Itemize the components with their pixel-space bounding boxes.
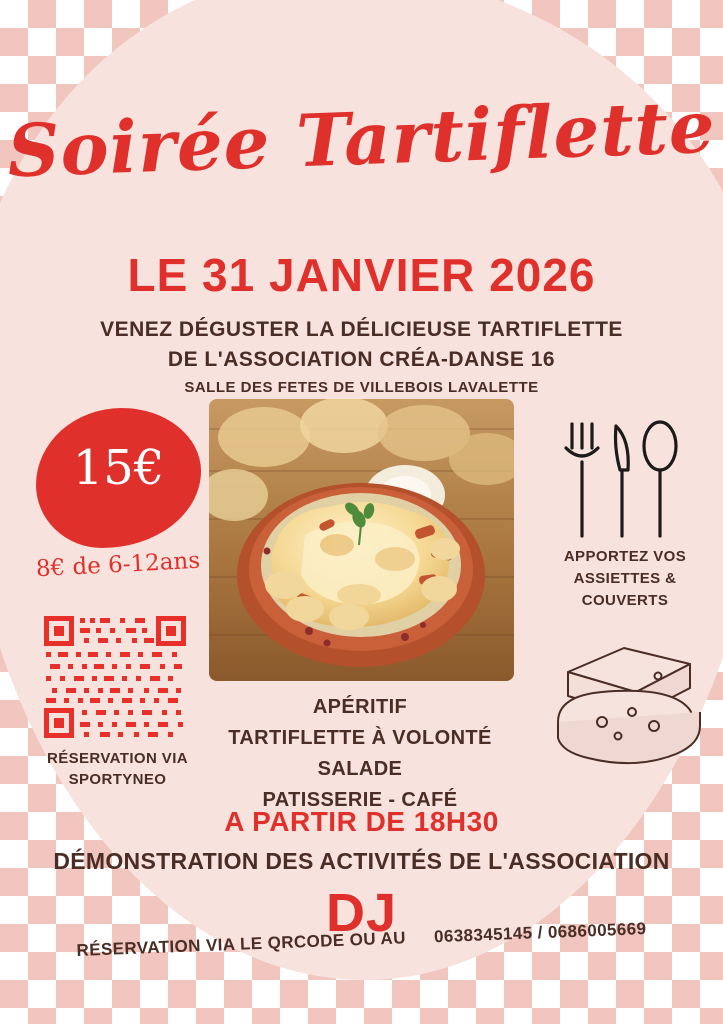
cutlery-icon	[556, 418, 686, 543]
demonstration-text: DÉMONSTRATION DES ACTIVITÉS DE L'ASSOCIATION	[53, 848, 670, 874]
subtitle-line-2: DE L'ASSOCIATION CRÉA-DANSE 16	[167, 348, 556, 371]
price-amount: 15€	[72, 440, 165, 496]
start-time: A PARTIR DE 18H30	[224, 806, 499, 837]
dj-text: DJ	[325, 883, 398, 943]
menu-item: TARTIFLETTE À VOLONTÉ	[228, 727, 492, 749]
footer-phones: 0638345145 / 0686005669	[433, 919, 647, 947]
cheese-illustration	[540, 630, 705, 770]
menu-list	[190, 692, 530, 816]
footer-label: RÉSERVATION VIA LE QRCODE OU AU	[76, 928, 407, 960]
venue-text: SALLE DES FETES DE VILLEBOIS LAVALETTE	[184, 379, 539, 396]
event-date: LE 31 JANVIER 2026	[127, 249, 596, 301]
menu-item: APÉRITIF	[312, 696, 408, 718]
page-title: Soirée Tartiflette	[6, 83, 717, 194]
menu-item: SALADE	[317, 758, 403, 780]
tartiflette-photo	[209, 399, 514, 681]
bring-your-own-note: APPORTEZ VOS ASSIETTES & COUVERTS	[563, 548, 687, 609]
subtitle-line-1: VENEZ DÉGUSTER LA DÉLICIEUSE TARTIFLETTE	[100, 318, 623, 341]
menu-item: PATISSERIE - CAFÉ	[262, 789, 458, 811]
price-kids: 8€ de 6-12ans	[35, 547, 201, 583]
qr-label: RÉSERVATION VIA SPORTYNEO	[46, 750, 189, 788]
qr-code[interactable]	[40, 612, 190, 742]
